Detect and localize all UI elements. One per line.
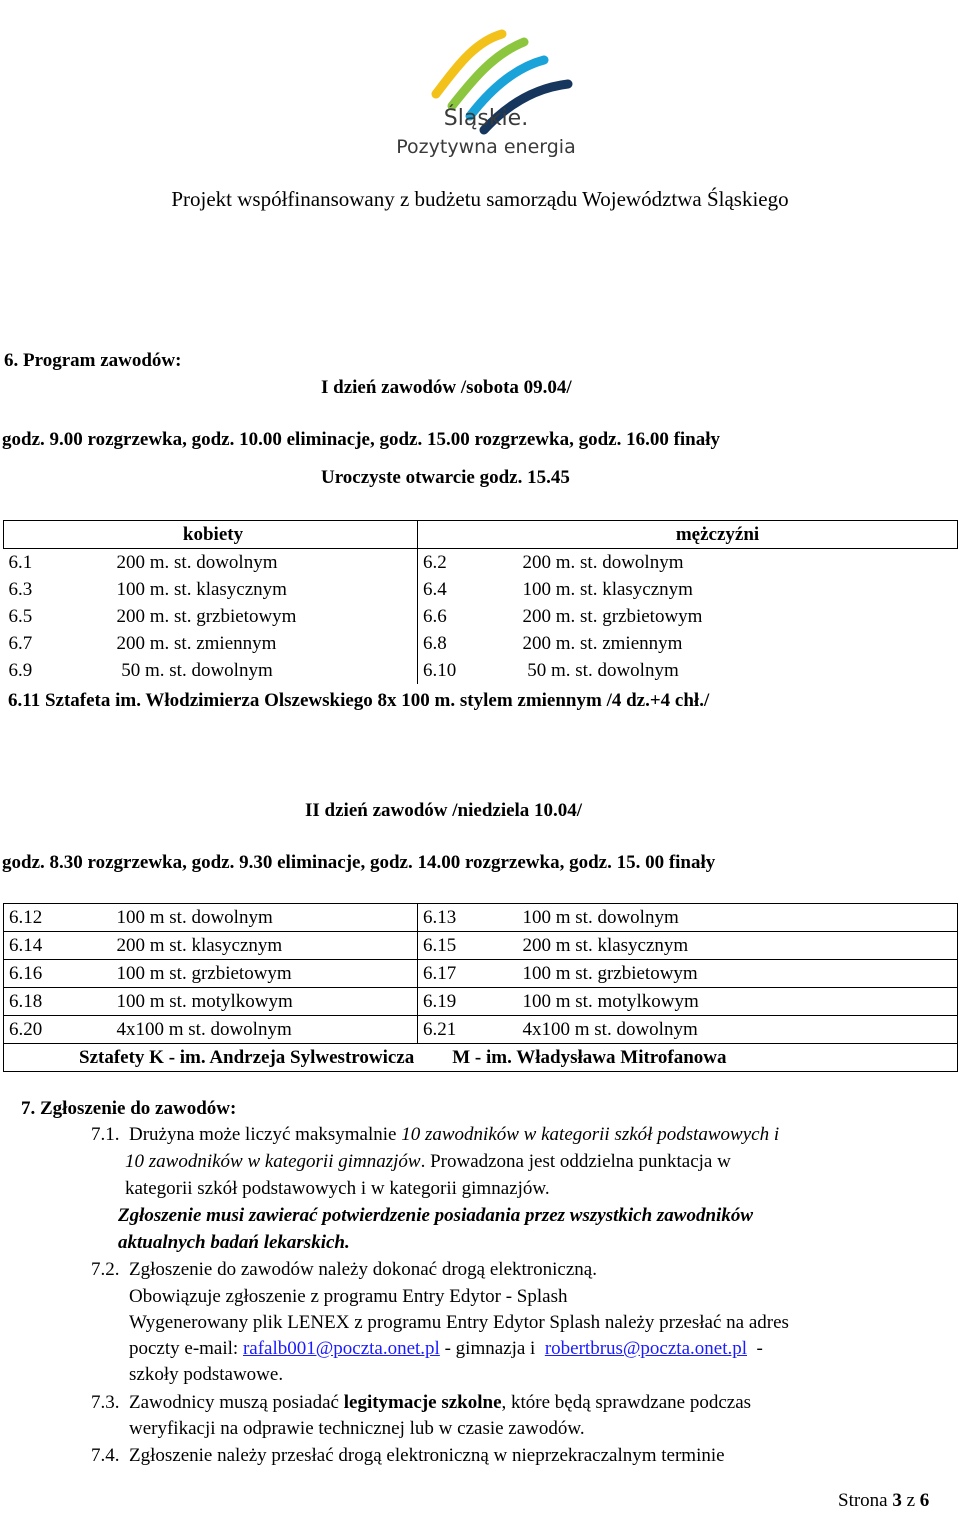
table-row bbox=[4, 960, 958, 988]
item-7-2-line3: Wygenerowany plik LENEX z programu Entry Edytor Splash należy przesłać na adres bbox=[129, 1312, 789, 1333]
event-name: 100 m st. dowolnym bbox=[112, 904, 418, 932]
event-name: 100 m st. dowolnym bbox=[518, 904, 958, 932]
event-number: 6.3 bbox=[8, 579, 33, 600]
item-7-4-line1: Zgłoszenie należy przesłać drogą elektroniczną w nieprzekraczalnym terminie bbox=[129, 1445, 725, 1466]
event-number: 6.14 bbox=[4, 932, 112, 960]
women-column-header: kobiety bbox=[4, 521, 418, 549]
email-link-gimnazja[interactable]: rafalb001@poczta.onet.pl bbox=[242, 1338, 440, 1359]
event-name: 100 m st. grzbietowym bbox=[518, 960, 958, 988]
item-7-3-line1: Zawodnicy muszą posiadać legitymacje szkolne, które będą sprawdzane podczas bbox=[129, 1392, 752, 1413]
table-row bbox=[4, 904, 958, 932]
table-row bbox=[4, 1016, 958, 1044]
event-number: 6.12 bbox=[4, 904, 112, 932]
event-name: 200 m. st. grzbietowym bbox=[522, 606, 703, 627]
event-number: 6.8 bbox=[418, 630, 518, 657]
event-name: 100 m st. motylkowym bbox=[518, 988, 958, 1016]
event-name: 200 m st. klasycznym bbox=[518, 932, 958, 960]
event-number: 6.19 bbox=[418, 988, 518, 1016]
day1-table bbox=[3, 520, 958, 684]
item-7-2-line1: Zgłoszenie do zawodów należy dokonać drogą elektroniczną. bbox=[129, 1259, 597, 1280]
day2-table bbox=[3, 903, 958, 1072]
event-name: 50 m. st. dowolnym bbox=[116, 660, 273, 681]
table-row bbox=[4, 630, 958, 657]
event-number: 6.5 bbox=[8, 606, 33, 627]
event-name: 100 m st. grzbietowym bbox=[112, 960, 418, 988]
item-7-1-line1: Drużyna może liczyć maksymalnie 10 zawodników w kategorii szkół podstawowych i bbox=[129, 1124, 780, 1145]
event-number: 6.16 bbox=[4, 960, 112, 988]
day1-table-header bbox=[4, 521, 958, 549]
page-number: Strona 3 z 6 bbox=[838, 1490, 930, 1511]
table-row bbox=[4, 988, 958, 1016]
day2-title: II dzień zawodów /niedziela 10.04/ bbox=[305, 800, 583, 821]
item-7-2-number: 7.2. bbox=[91, 1259, 120, 1280]
table-row bbox=[4, 657, 958, 684]
event-name: 200 m. st. zmiennym bbox=[116, 633, 277, 654]
brand-name: Śląskie. bbox=[443, 106, 529, 131]
item-7-1-number: 7.1. bbox=[91, 1124, 120, 1145]
relays-men: M - im. Władysława Mitrofanowa bbox=[452, 1047, 727, 1068]
opening-ceremony: Uroczyste otwarcie godz. 15.45 bbox=[321, 467, 570, 488]
event-name: 50 m. st. dowolnym bbox=[522, 660, 679, 681]
item-7-1-line2: 10 zawodników w kategorii gimnazjów. Prowadzona jest oddzielna punktacja w bbox=[125, 1151, 731, 1172]
event-number: 6.13 bbox=[418, 904, 518, 932]
table-row bbox=[4, 576, 958, 603]
day1-schedule: godz. 9.00 rozgrzewka, godz. 10.00 eliminacje, godz. 15.00 rozgrzewka, godz. 16.00 finały bbox=[2, 429, 721, 450]
event-name: 100 m st. motylkowym bbox=[112, 988, 418, 1016]
event-name: 200 m. st. dowolnym bbox=[522, 552, 684, 573]
event-name: 4x100 m st. dowolnym bbox=[112, 1016, 418, 1044]
event-number: 6.21 bbox=[418, 1016, 518, 1044]
relay-6-11: 6.11 Sztafeta im. Włodzimierza Olszewskiego 8x 100 m. stylem zmiennym /4 dz.+4 chł./ bbox=[8, 690, 710, 711]
relays-row bbox=[4, 1044, 958, 1072]
event-number: 6.9 bbox=[8, 660, 33, 681]
section-7-heading: 7. Zgłoszenie do zawodów: bbox=[21, 1098, 237, 1119]
day1-title: I dzień zawodów /sobota 09.04/ bbox=[321, 377, 572, 398]
event-number: 6.1 bbox=[8, 552, 33, 573]
brand-slogan: Pozytywna energia bbox=[396, 136, 576, 158]
email-link-szkoly-podstawowe[interactable]: robertbrus@poczta.onet.pl bbox=[544, 1338, 747, 1359]
event-name: 200 m st. klasycznym bbox=[112, 932, 418, 960]
item-7-3-number: 7.3. bbox=[91, 1392, 120, 1413]
event-number: 6.2 bbox=[418, 549, 518, 577]
item-7-4-number: 7.4. bbox=[91, 1445, 120, 1466]
event-name: 100 m. st. klasycznym bbox=[522, 579, 693, 600]
event-number: 6.7 bbox=[8, 633, 33, 654]
event-name: 4x100 m st. dowolnym bbox=[518, 1016, 958, 1044]
event-number: 6.17 bbox=[418, 960, 518, 988]
event-name: 200 m. st. zmiennym bbox=[522, 633, 683, 654]
event-number: 6.18 bbox=[4, 988, 112, 1016]
table-row bbox=[4, 549, 958, 577]
event-number: 6.4 bbox=[418, 576, 518, 603]
event-name: 200 m. st. grzbietowym bbox=[116, 606, 297, 627]
men-column-header: mężczyźni bbox=[418, 521, 958, 549]
item-7-3-line2: weryfikacji na odprawie technicznej lub w czasie zawodów. bbox=[129, 1418, 585, 1439]
section-6-heading: 6. Program zawodów: bbox=[4, 350, 182, 371]
item-7-2-line2: Obowiązuje zgłoszenie z programu Entry Edytor - Splash bbox=[129, 1286, 568, 1307]
item-7-2-line4: poczty e-mail: rafalb001@poczta.onet.pl - gimnazja i robertbrus@poczta.onet.pl - bbox=[129, 1338, 763, 1359]
day2-schedule: godz. 8.30 rozgrzewka, godz. 9.30 eliminacje, godz. 14.00 rozgrzewka, godz. 15. 00 finały bbox=[2, 852, 716, 873]
item-7-2-line5: szkoły podstawowe. bbox=[129, 1364, 284, 1385]
item-7-1-medical-note: Zgłoszenie musi zawierać potwierdzenie posiadania przez wszystkich zawodników bbox=[118, 1205, 753, 1226]
event-name: 200 m. st. dowolnym bbox=[116, 552, 278, 573]
table-row bbox=[4, 932, 958, 960]
event-number: 6.10 bbox=[418, 657, 518, 684]
relays-women: Sztafety K - im. Andrzeja Sylwestrowicza bbox=[79, 1047, 415, 1068]
item-7-1-line3: kategorii szkół podstawowych i w kategorii gimnazjów. bbox=[125, 1178, 550, 1199]
table-row bbox=[4, 603, 958, 630]
event-number: 6.6 bbox=[418, 603, 518, 630]
item-7-1-medical-note-cont: aktualnych badań lekarskich. bbox=[118, 1232, 350, 1253]
event-number: 6.15 bbox=[418, 932, 518, 960]
event-number: 6.20 bbox=[4, 1016, 112, 1044]
event-name: 100 m. st. klasycznym bbox=[116, 579, 287, 600]
cofinancing-note: Projekt współfinansowany z budżetu samorządu Województwa Śląskiego bbox=[171, 187, 789, 211]
